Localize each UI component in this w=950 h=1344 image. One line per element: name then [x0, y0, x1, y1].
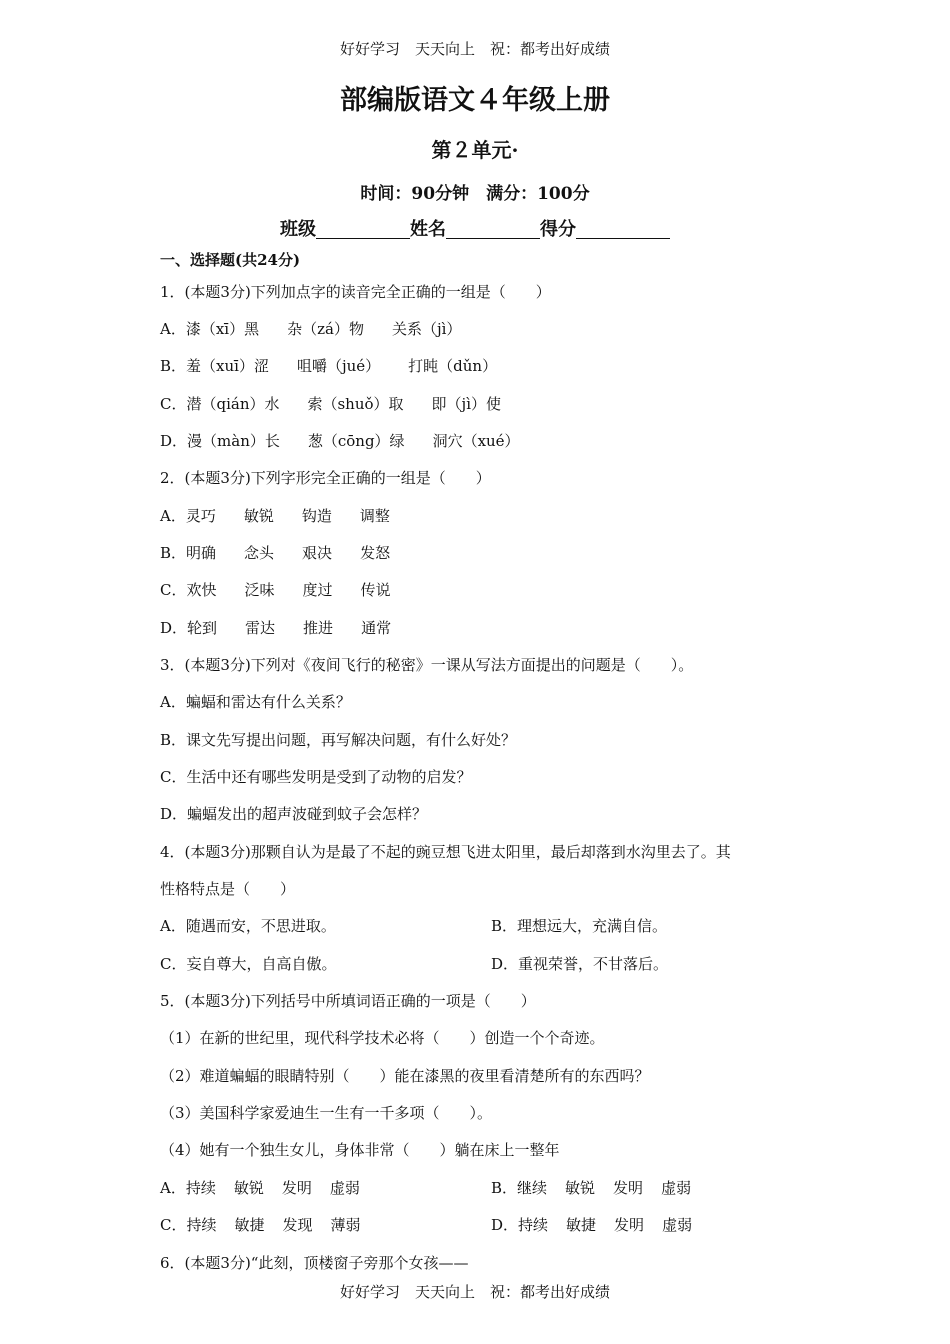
question-5-option-d: D．持续 敏捷 发明 虚弱: [491, 1216, 693, 1234]
question-4-option-c: C．妄自尊大，自高自傲。: [160, 955, 337, 973]
score-blank: [576, 218, 670, 239]
question-5-stem: 5．(本题3分)下列括号中所填词语正确的一项是（ ）: [160, 992, 536, 1010]
question-4-option-d: D．重视荣誉，不甘落后。: [491, 955, 669, 973]
header-banner: 好好学习 天天向上 祝：都考出好成绩: [339, 40, 610, 58]
question-5-option-a: A．持续 敏锐 发明 虚弱: [160, 1179, 360, 1197]
name-blank: [446, 218, 540, 239]
question-3-stem: 3．(本题3分)下列对《夜间飞行的秘密》一课从写法方面提出的问题是（ ）。: [160, 656, 694, 674]
time-score-line: 时间：90分钟 满分：100分: [360, 184, 590, 204]
question-2-stem: 2．(本题3分)下列字形完全正确的一组是（ ）: [160, 469, 491, 487]
question-5-option-b: B．继续 敏锐 发明 虚弱: [491, 1179, 692, 1197]
footer-banner: 好好学习 天天向上 祝：都考出好成绩: [339, 1283, 610, 1301]
question-2-option-c: C．欢快 泛味 度过 传说: [160, 581, 391, 599]
name-label: 姓名: [410, 219, 446, 240]
question-6-stem: 6．(本题3分)“此刻，顶楼窗子旁那个女孩——: [160, 1254, 469, 1272]
question-3-option-d: D．蝙蝠发出的超声波碰到蚊子会怎样？: [160, 805, 428, 823]
unit-subtitle: 第２单元·: [431, 138, 519, 162]
question-5-sentence-3: （3）美国科学家爱迪生一生有一千多项（ ）。: [160, 1104, 493, 1122]
question-4-stem-line2: 性格特点是（ ）: [160, 880, 296, 898]
question-1-option-b: B．羞（xuī）涩 咀嚼（jué） 打盹（dǔn）: [160, 357, 498, 375]
page-title: 部编版语文４年级上册: [340, 85, 610, 116]
question-5-sentence-2: （2）难道蝙蝠的眼睛特别（ ）能在漆黑的夜里看清楚所有的东西吗？: [160, 1067, 650, 1085]
question-2-option-d: D．轮到 雷达 推进 通常: [160, 619, 392, 637]
question-1-option-c: C．潜（qián）水 索（shuǒ）取 即（jì）使: [160, 395, 501, 413]
question-1-option-a: A．漆（xī）黑 杂（zá）物 关系（jì）: [160, 320, 462, 338]
question-4-option-b: B．理想远大，充满自信。: [491, 917, 668, 935]
question-3-option-c: C．生活中还有哪些发明是受到了动物的启发？: [160, 768, 472, 786]
question-4-option-a: A．随遇而安，不思进取。: [160, 917, 336, 935]
question-2-option-a: A．灵巧 敏锐 钩造 调整: [160, 507, 390, 525]
student-info-line: [0, 215, 950, 241]
question-1-stem: 1．(本题3分)下列加点字的读音完全正确的一组是（ ）: [160, 283, 551, 301]
section-title: 一、选择题(共24分): [160, 251, 301, 269]
question-3-option-b: B．课文先写提出问题，再写解决问题，有什么好处？: [160, 731, 517, 749]
question-2-option-b: B．明确 念头 艰决 发怒: [160, 544, 391, 562]
question-5-option-c: C．持续 敏捷 发现 薄弱: [160, 1216, 361, 1234]
question-5-sentence-1: （1）在新的世纪里，现代科学技术必将（ ）创造一个个奇迹。: [160, 1029, 605, 1047]
question-4-stem-line1: 4．(本题3分)那颗自认为是最了不起的豌豆想飞进太阳里，最后却落到水沟里去了。其: [160, 843, 731, 861]
score-label: 得分: [540, 219, 576, 240]
question-3-option-a: A．蝙蝠和雷达有什么关系？: [160, 693, 351, 711]
question-1-option-d: D．漫（màn）长 葱（cōng）绿 洞穴（xué）: [160, 432, 520, 450]
class-label: 班级: [280, 219, 316, 240]
question-5-sentence-4: （4）她有一个独生女儿，身体非常（ ）躺在床上一整年: [160, 1141, 560, 1159]
class-blank: [316, 218, 410, 239]
